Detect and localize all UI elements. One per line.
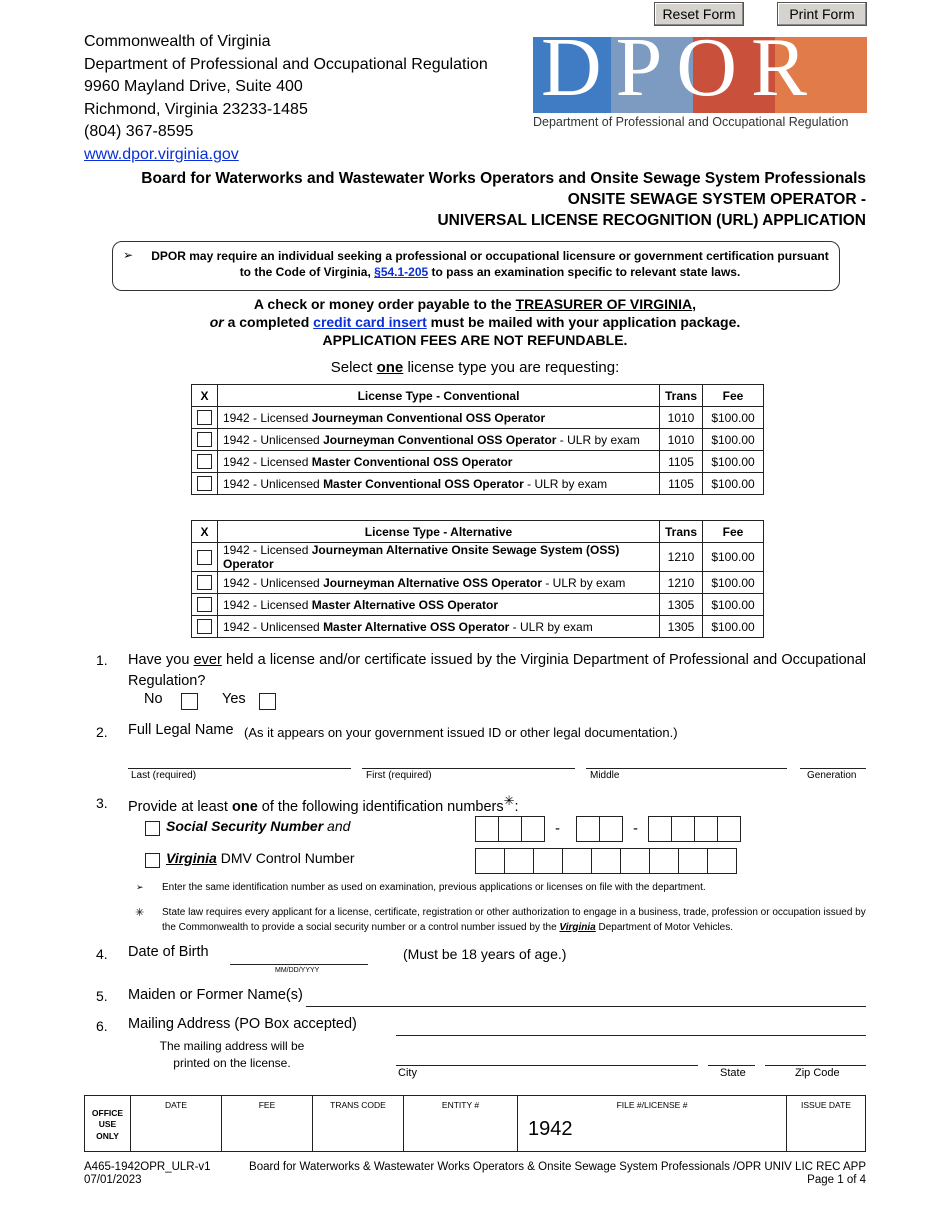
note1-bullet: ➢ (136, 882, 144, 892)
last-name-field[interactable] (128, 768, 351, 769)
dpor-logo (531, 23, 867, 135)
col-fee: Fee (703, 521, 764, 543)
col-x: X (192, 521, 218, 543)
license-checkbox[interactable] (197, 550, 212, 565)
alternative-license-table (191, 520, 764, 638)
zip-label: Zip Code (795, 1067, 840, 1079)
notice-text-end: to pass an examination specific to relevant state laws. (428, 265, 741, 279)
license-checkbox[interactable] (197, 432, 212, 447)
license-checkbox[interactable] (197, 575, 212, 590)
q4-label: Date of Birth (128, 944, 209, 960)
col-fee: Fee (703, 385, 764, 407)
board-name: Board for Waterworks and Wastewater Works Operators and Onsite Sewage System Professionals (141, 170, 866, 187)
state-field[interactable] (708, 1065, 755, 1066)
dob-field[interactable] (230, 964, 368, 965)
dob-format: MM/DD/YYYY (275, 967, 320, 974)
col-trans: Trans (660, 521, 703, 543)
dmv-number-boxes[interactable] (475, 848, 736, 874)
address-phone: (804) 367-8595 (84, 123, 194, 140)
notice-bullet: ➢ (123, 248, 134, 262)
exam-notice (112, 241, 840, 291)
col-trans: Trans (660, 385, 703, 407)
id-note-1: Enter the same identification number as used on examination, previous applications or licenses on file with the department. (162, 882, 706, 893)
q2-number: 2. (96, 724, 108, 740)
address-line-1: Commonwealth of Virginia (84, 33, 271, 50)
address-line-2: Department of Professional and Occupational Regulation (84, 55, 488, 73)
ssn-label: Social Security Number and (166, 818, 351, 834)
table-row: 1942 - Licensed Master Alternative OSS Operator 1305 $100.00 (192, 594, 764, 616)
generation-label: Generation (807, 770, 857, 781)
col-x: X (192, 385, 218, 407)
office-issue-date: ISSUE DATE (787, 1096, 866, 1152)
table-row: 1942 - Licensed Journeyman Conventional OSS Operator 1010 $100.00 (192, 407, 764, 429)
logo-caption: Department of Professional and Occupational Regulation (533, 115, 849, 129)
office-entity: ENTITY # (404, 1096, 518, 1152)
ssn-part-2[interactable] (576, 816, 622, 842)
q3-number: 3. (96, 795, 108, 811)
col-license-type: License Type - Alternative (218, 521, 660, 543)
trans-code: 1305 (660, 594, 703, 616)
trans-code: 1210 (660, 572, 703, 594)
q1-yes-label: Yes (222, 691, 246, 707)
fee-value: $100.00 (703, 451, 764, 473)
first-name-field[interactable] (362, 768, 575, 769)
select-instruction (0, 359, 950, 376)
id-note-2: State law requires every applicant for a license, certificate, registration or other authorization to engage in a business, trade, profession or occupation issued by the Commonwealth to provide a social security number or a control number issued by the Virginia Department of Motor Vehicles. (162, 907, 866, 933)
footer-left (84, 1161, 211, 1187)
reset-form-button[interactable]: Reset Form (654, 2, 744, 26)
payment-text-3: must be mailed with your application package. (426, 314, 741, 330)
q5-label: Maiden or Former Name(s) (128, 987, 303, 1003)
office-date: DATE (131, 1096, 222, 1152)
form-title-1: ONSITE SEWAGE SYSTEM OPERATOR - (567, 191, 866, 208)
fee-value: $100.00 (703, 543, 764, 572)
middle-name-field[interactable] (586, 768, 787, 769)
first-name-label: First (required) (366, 770, 432, 781)
office-use-label: OFFICE USE ONLY (85, 1096, 131, 1152)
notice-text: DPOR may require an individual seeking a professional or occupational licensure or government certification pursuant to the Code of Virginia, (151, 249, 829, 279)
city-label: City (398, 1067, 417, 1079)
form-date: 07/01/2023 (84, 1174, 142, 1186)
last-name-label: Last (required) (131, 770, 197, 781)
page-number: Page 1 of 4 (807, 1174, 866, 1186)
city-field[interactable] (396, 1065, 698, 1066)
license-checkbox[interactable] (197, 619, 212, 634)
office-fee: FEE (222, 1096, 313, 1152)
payment-comma: , (692, 296, 697, 312)
address-line-4: Richmond, Virginia 23233-1485 (84, 100, 308, 118)
generation-field[interactable] (800, 768, 866, 769)
age-note: (Must be 18 years of age.) (403, 946, 567, 962)
office-file-license: FILE #/LICENSE # 1942 (518, 1096, 787, 1152)
table-row: 1942 - Unlicensed Journeyman Alternative OSS Operator - ULR by exam 1210 $100.00 (192, 572, 764, 594)
q1-number: 1. (96, 652, 108, 668)
table-row: 1942 - Unlicensed Journeyman Conventional OSS Operator - ULR by exam 1010 $100.00 (192, 429, 764, 451)
fee-value: $100.00 (703, 594, 764, 616)
q2-label: Full Legal Name (128, 722, 234, 738)
table-row: 1942 - Licensed Journeyman Alternative Onsite Sewage System (OSS) Operator 1210 $100.00 (192, 543, 764, 572)
print-form-button[interactable]: Print Form (777, 2, 867, 26)
select-one: one (376, 359, 404, 376)
trans-code: 1210 (660, 543, 703, 572)
conventional-license-table (191, 384, 764, 495)
dmv-label: Virginia DMV Control Number (166, 850, 355, 866)
license-checkbox[interactable] (197, 476, 212, 491)
state-label: State (720, 1067, 746, 1079)
payment-instructions (0, 295, 950, 349)
trans-code: 1305 (660, 616, 703, 638)
q2-note: (As it appears on your government issued ID or other legal documentation.) (244, 725, 678, 740)
asterisk-icon: ✳ (135, 907, 145, 919)
license-checkbox[interactable] (197, 454, 212, 469)
ssn-part-1[interactable] (475, 816, 544, 842)
form-title-2: UNIVERSAL LICENSE RECOGNITION (URL) APPLICATION (437, 212, 866, 229)
fee-value: $100.00 (703, 572, 764, 594)
table-row: 1942 - Unlicensed Master Alternative OSS Operator - ULR by exam 1305 $100.00 (192, 616, 764, 638)
payment-text-2: a completed (223, 314, 314, 330)
footer-board: Board for Waterworks & Wastewater Works Operators & Onsite Sewage System Professionals /OPR UNIV LIC REC APP (249, 1161, 866, 1173)
fee-value: $100.00 (703, 429, 764, 451)
logo-letters: DPOR (541, 23, 822, 101)
trans-code: 1105 (660, 451, 703, 473)
q1-no-checkbox[interactable] (181, 693, 198, 710)
website-link[interactable]: www.dpor.virginia.gov (84, 145, 239, 163)
street-address-field[interactable] (396, 1035, 866, 1036)
former-name-field[interactable] (306, 1006, 866, 1007)
fee-value: $100.00 (703, 616, 764, 638)
payment-text: A check or money order payable to the (253, 296, 516, 312)
payment-or: or (209, 314, 224, 330)
office-trans-code: TRANS CODE (313, 1096, 404, 1152)
fee-value: $100.00 (703, 407, 764, 429)
ssn-part-3[interactable] (648, 816, 740, 842)
q5-number: 5. (96, 988, 108, 1004)
table-row: 1942 - Licensed Master Conventional OSS Operator 1105 $100.00 (192, 451, 764, 473)
agency-address (84, 31, 488, 166)
middle-name-label: Middle (590, 770, 620, 781)
q1-text: Have you ever held a license and/or certificate issued by the Virginia Department of Professional and Occupational Regulation? (128, 652, 866, 689)
table-row: 1942 - Unlicensed Master Conventional OSS Operator - ULR by exam 1105 $100.00 (192, 473, 764, 495)
license-checkbox[interactable] (197, 597, 212, 612)
col-license-type: License Type - Conventional (218, 385, 660, 407)
file-number-value: 1942 (528, 1118, 573, 1140)
fees-not-refundable: APPLICATION FEES ARE NOT REFUNDABLE. (322, 332, 628, 348)
trans-code: 1010 (660, 407, 703, 429)
mailing-note: The mailing address will be printed on the license. (159, 1039, 305, 1070)
q1-no-label: No (144, 691, 163, 707)
ssn-dash-1: - (555, 820, 560, 837)
address-line-3: 9960 Mayland Drive, Suite 400 (84, 78, 303, 95)
dmv-checkbox[interactable] (145, 853, 160, 868)
trans-code: 1105 (660, 473, 703, 495)
select-text: Select (330, 359, 377, 376)
asterisk-icon: ✳ (503, 793, 515, 808)
code-link[interactable]: §54.1-205 (374, 265, 429, 279)
fee-value: $100.00 (703, 473, 764, 495)
q4-number: 4. (96, 946, 108, 962)
license-checkbox[interactable] (197, 410, 212, 425)
select-text-end: license type you are requesting: (403, 359, 620, 376)
ssn-checkbox[interactable] (145, 821, 160, 836)
credit-card-link[interactable]: credit card insert (313, 314, 427, 330)
form-id: A465-1942OPR_ULR-v1 (84, 1161, 211, 1173)
q3-text: Provide at least one of the following identification numbers✳: (128, 793, 519, 815)
ssn-dash-2: - (633, 820, 638, 837)
treasurer-text: TREASURER OF VIRGINIA (515, 296, 693, 312)
q6-label: Mailing Address (PO Box accepted) (128, 1016, 357, 1032)
footer-right (249, 1161, 866, 1187)
q6-number: 6. (96, 1018, 108, 1034)
office-use-table (84, 1095, 866, 1152)
zip-field[interactable] (765, 1065, 866, 1066)
q1-yes-checkbox[interactable] (259, 693, 276, 710)
trans-code: 1010 (660, 429, 703, 451)
